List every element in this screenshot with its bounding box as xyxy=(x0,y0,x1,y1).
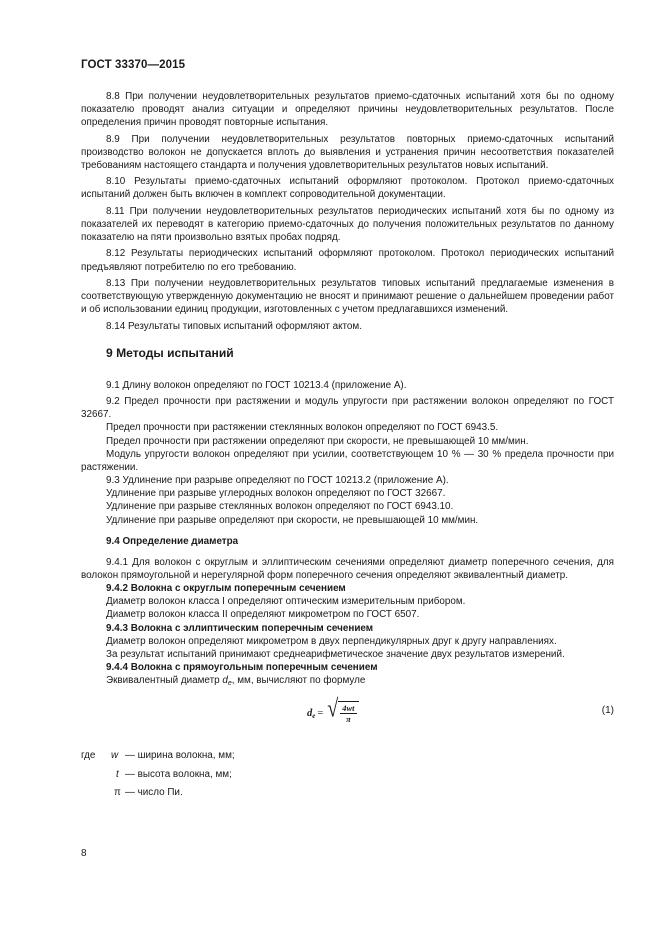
where-row-t xyxy=(81,768,614,787)
section-9-title: 9 Методы испытаний xyxy=(106,345,234,360)
paragraph-9-2: 9.2 Предел прочности при растяжении и модуль упругости при растяжении волокон определяют по ГОСТ 32667. xyxy=(81,396,614,421)
paragraph-9-2-speed: Предел прочности при растяжении определяют при скорости, не превышающей 10 мм/мин. xyxy=(106,435,529,447)
paragraph-9-4-3-measure: Диаметр волокон определяют микрометром в двух перпендикулярных друг к другу направлениях. xyxy=(106,635,557,647)
paragraph-8-14: 8.14 Результаты типовых испытаний оформляют актом. xyxy=(106,320,362,332)
formula-lhs-subscript: e xyxy=(312,711,316,720)
paragraph-8-8: 8.8 При получении неудовлетворительных результатов приемо-сдаточных испытаний хотя бы по одному показателю проводят анализ ситуации и определяют причины неудовлетворительных результатов. После определения причин проводят повторные испытания. xyxy=(81,91,614,129)
formula-denominator: π xyxy=(346,714,351,725)
section-9-4-2-title: 9.4.2 Волокна с округлым поперечным сечением xyxy=(106,583,346,595)
paragraph-9-4-4-post: , мм, вычисляют по формуле xyxy=(231,675,366,687)
paragraph-9-3-glass: Удлинение при разрыве стеклянных волокон определяют по ГОСТ 6943.10. xyxy=(106,501,454,513)
formula xyxy=(307,695,359,725)
equation-number: (1) xyxy=(601,705,614,717)
paragraph-8-11: 8.11 При получении неудовлетворительных результатов периодических испытаний хотя бы по одному из показателей их переводят в категорию приемо-сдаточных до получения положительных результатов по данному показателю на пяти произвольно взятых пробах подряд. xyxy=(81,205,614,244)
paragraph-8-12: 8.12 Результаты периодических испытаний оформляют протоколом. Протокол периодических испытаний предъявляют потребителю по его требованию. xyxy=(81,248,614,273)
paragraph-9-4-1: 9.4.1 Для волокон с округлым и эллиптическим сечениями определяют диаметр поперечного сечения, для волокон прямоугольной и нерегулярной форм поперечного сечения определяют эквивалентный диаметр. xyxy=(81,556,614,581)
formula-lhs: d xyxy=(307,707,313,719)
formula-numerator: 4wt xyxy=(342,703,355,714)
section-9-4-title: 9.4 Определение диаметра xyxy=(106,535,239,547)
symbol-d: d xyxy=(222,675,228,687)
formula-sqrt xyxy=(327,695,358,725)
paragraph-9-4-3-result: За результат испытаний принимают среднеарифметическое значение двух результатов измерений. xyxy=(106,648,565,660)
where-text-t: — высота волокна, мм; xyxy=(125,768,232,780)
symbol-e-subscript: e xyxy=(227,680,232,688)
where-row-w xyxy=(81,749,614,768)
section-9-4-4-title: 9.4.4 Волокна с прямоугольным поперечным сечением xyxy=(106,662,378,674)
formula-row xyxy=(81,694,614,744)
where-block xyxy=(81,749,614,805)
where-symbol-w: w xyxy=(111,750,119,762)
paragraph-8-13: 8.13 При получении неудовлетворительных результатов типовых испытаний предлагаемые изменения в соответствующую утвержденную документацию не вносят и принимают решение о дальнейшем проведении работ и об использовании единиц продукции, изготовленных с учетом предлагавшихся изменений. xyxy=(81,277,614,316)
page-number: 8 xyxy=(81,848,87,859)
formula-equals: = xyxy=(317,707,324,719)
where-label: где xyxy=(81,750,96,762)
paragraph-8-10: 8.10 Результаты приемо-сдаточных испытаний оформляют протоколом. Протокол приемо-сдаточных испытаний должен быть включен в комплект сопроводительной документации. xyxy=(81,176,614,201)
paragraph-9-2-glass: Предел прочности при растяжении стеклянных волокон определяют по ГОСТ 6943.5. xyxy=(106,422,499,434)
paragraph-9-3-speed: Удлинение при разрыве определяют при скорости, не превышающей 10 мм/мин. xyxy=(106,514,479,526)
paragraph-9-1: 9.1 Длину волокон определяют по ГОСТ 10213.4 (приложение А). xyxy=(106,379,407,391)
paragraph-9-2-modulus: Модуль упругости волокон определяют при усилии, соответствующем 10 % — 30 % предела прочности при растяжении. xyxy=(81,448,614,473)
paragraph-9-3-carbon: Удлинение при разрыве углеродных волокон определяют по ГОСТ 32667. xyxy=(106,488,446,500)
formula-fraction xyxy=(338,701,358,725)
paragraph-9-4-4-pre: Эквивалентный диаметр xyxy=(106,675,223,687)
paragraph-9-4-4 xyxy=(81,674,614,690)
where-text-pi: — число Пи. xyxy=(125,787,183,799)
section-9-4-3-title: 9.4.3 Волокна с эллиптическим поперечным сечением xyxy=(106,622,374,634)
sqrt-symbol-icon: √ xyxy=(327,695,339,724)
where-text-w: — ширина волокна, мм; xyxy=(125,750,235,762)
where-row-pi xyxy=(81,786,614,805)
paragraph-9-4-2-class1: Диаметр волокон класса I определяют оптическим измерительным прибором. xyxy=(106,596,466,608)
paragraph-9-4-2-class2: Диаметр волокон класса II определяют микрометром по ГОСТ 6507. xyxy=(106,609,420,621)
where-symbol-pi: π xyxy=(114,787,121,799)
paragraph-9-3: 9.3 Удлинение при разрыве определяют по ГОСТ 10213.2 (приложение А). xyxy=(106,475,449,487)
where-symbol-t: t xyxy=(116,768,119,780)
paragraph-8-9: 8.9 При получении неудовлетворительных результатов повторных приемо-сдаточных испытаний производство волокон не допускается вплоть до выявления и устранения причин несоответствия показателей требованиям настоящего стандарта и получения удовлетворительных результатов новых испытаний. xyxy=(81,133,614,171)
document-body xyxy=(81,90,614,805)
document-header: ГОСТ 33370—2015 xyxy=(81,59,186,71)
